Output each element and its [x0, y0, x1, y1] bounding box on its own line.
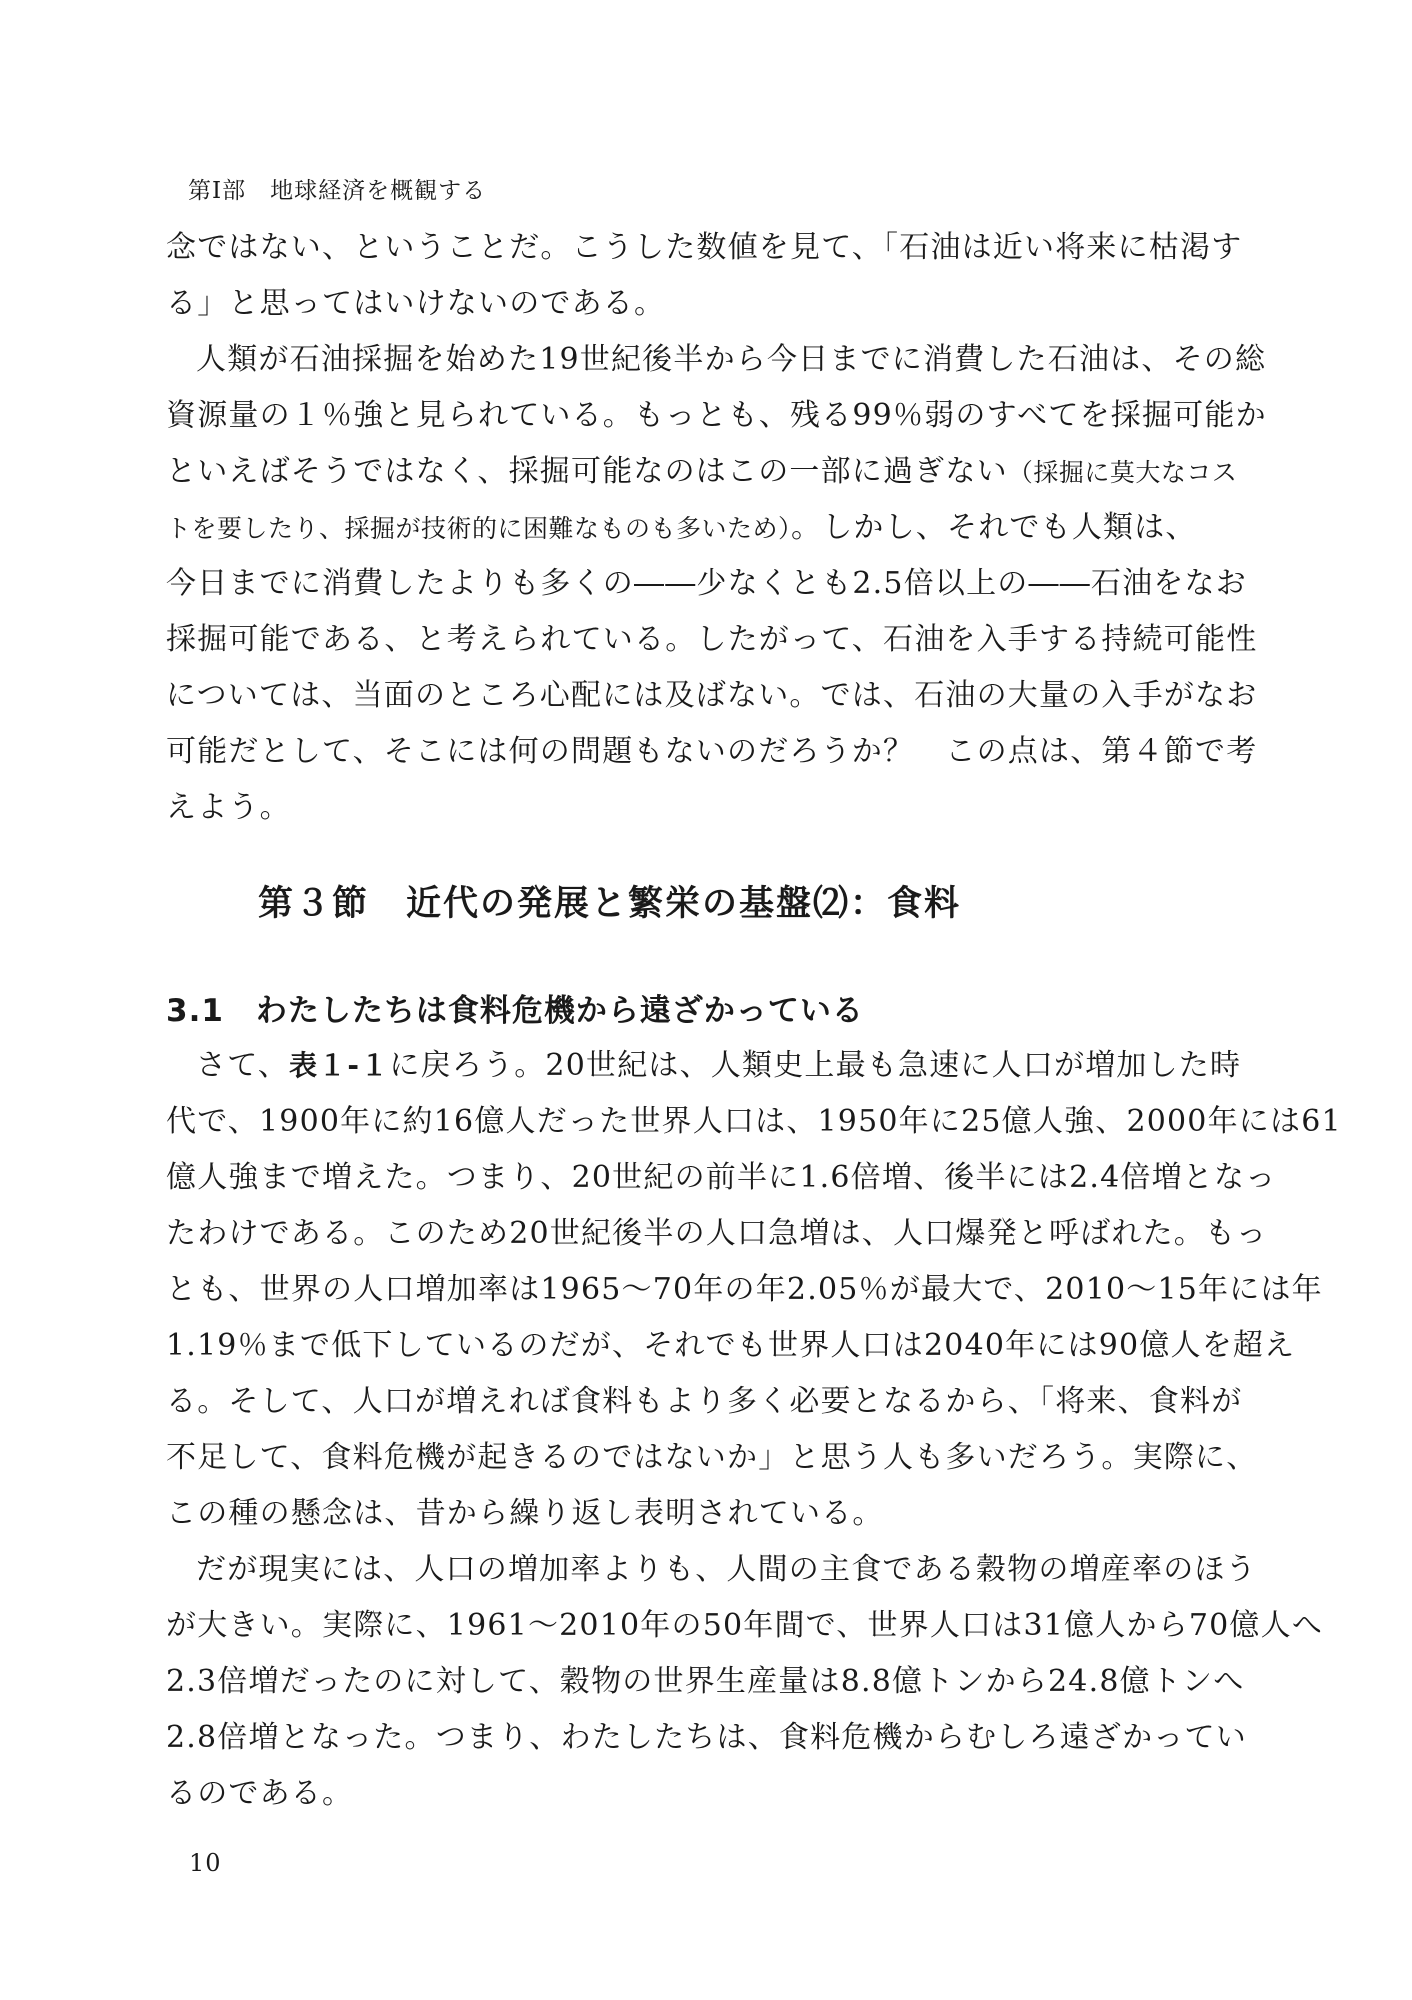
- body-text-line: 不足して、食料危機が起きるのではないか」と思う人も多いだろう。実際に、: [166, 1440, 1258, 1475]
- body-text-segment: に戻ろう。20世紀は、人類史上最も急速に人口が増加した時: [389, 1048, 1242, 1083]
- body-text-line: 代で、1900年に約16億人だった世界人口は、1950年に25億人強、2000年には61: [166, 1104, 1342, 1139]
- body-text-line: とも、世界の人口増加率は1965～70年の年2.05％が最大で、2010～15年には年: [166, 1272, 1323, 1307]
- body-text-line: えよう。: [166, 790, 291, 825]
- body-text-segment: 。しかし、それでも人類は、: [791, 510, 1197, 545]
- body-text-line: だが現実には、人口の増加率よりも、人間の主食である穀物の増産率のほう: [196, 1552, 1257, 1587]
- body-text-line: るのである。: [166, 1776, 354, 1811]
- subsection-heading: 3.1 わたしたちは食料危機から遠ざかっている: [166, 993, 864, 1029]
- table-reference: 表１‐１: [289, 1049, 390, 1082]
- body-text-line: 2.8倍増となった。つまり、わたしたちは、食料危機からむしろ遠ざかってい: [166, 1720, 1247, 1755]
- body-text-line: 億人強まで増えた。つまり、20世紀の前半に1.6倍増、後半には2.4倍増となっ: [166, 1160, 1277, 1195]
- body-text-line: この種の懸念は、昔から繰り返し表明されている。: [166, 1496, 884, 1531]
- body-text-line: る。そして、人口が増えれば食料もより多く必要となるから、「将来、食料が: [166, 1384, 1243, 1419]
- body-text-segment: といえばそうではなく、採掘可能なのはこの一部に過ぎない: [166, 454, 1008, 489]
- body-text-line: [166, 452, 1237, 492]
- body-text-line: 資源量の１％強と見られている。もっとも、残る99％弱のすべてを採掘可能か: [166, 398, 1267, 433]
- parenthetical-note: トを要したり、採掘が技術的に困難なものも多いため）: [166, 514, 792, 543]
- body-text-line: 人類が石油採掘を始めた19世紀後半から今日までに消費した石油は、その総: [196, 342, 1267, 377]
- body-text-line: 念ではない、ということだ。こうした数値を見て、「石油は近い将来に枯渇す: [166, 230, 1243, 265]
- body-text-segment: さて、: [196, 1048, 289, 1083]
- body-text-line: 可能だとして、そこには何の問題もないのだろうか？ この点は、第４節で考: [166, 734, 1258, 769]
- running-header: 第Ⅰ部 地球経済を概観する: [188, 178, 487, 204]
- body-text-line: 今日までに消費したよりも多くの――少なくとも2.5倍以上の――石油をなお: [166, 566, 1247, 601]
- body-text-line: 2.3倍増だったのに対して、穀物の世界生産量は8.8億トンから24.8億トンへ: [166, 1664, 1245, 1699]
- page-number: 10: [189, 1849, 222, 1877]
- body-text-line: たわけである。このため20世紀後半の人口急増は、人口爆発と呼ばれた。もっ: [166, 1216, 1268, 1251]
- body-text-line: る」と思ってはいけないのである。: [166, 286, 666, 321]
- body-text-line: については、当面のところ心配には及ばない。では、石油の大量の入手がなお: [166, 678, 1258, 713]
- body-text-line: 採掘可能である、と考えられている。したがって、石油を入手する持続可能性: [166, 622, 1258, 657]
- body-text-line: が大きい。実際に、1961～2010年の50年間で、世界人口は31億人から70億人へ: [166, 1608, 1324, 1643]
- body-text-line: [196, 1046, 1241, 1086]
- parenthetical-note: （採掘に莫大なコス: [1007, 458, 1238, 487]
- body-text-line: 1.19％まで低下しているのだが、それでも世界人口は2040年には90億人を超え: [166, 1328, 1296, 1363]
- body-text-line: [166, 508, 1197, 548]
- section-heading: 第３節 近代の発展と繁栄の基盤⑵：食料: [258, 883, 962, 924]
